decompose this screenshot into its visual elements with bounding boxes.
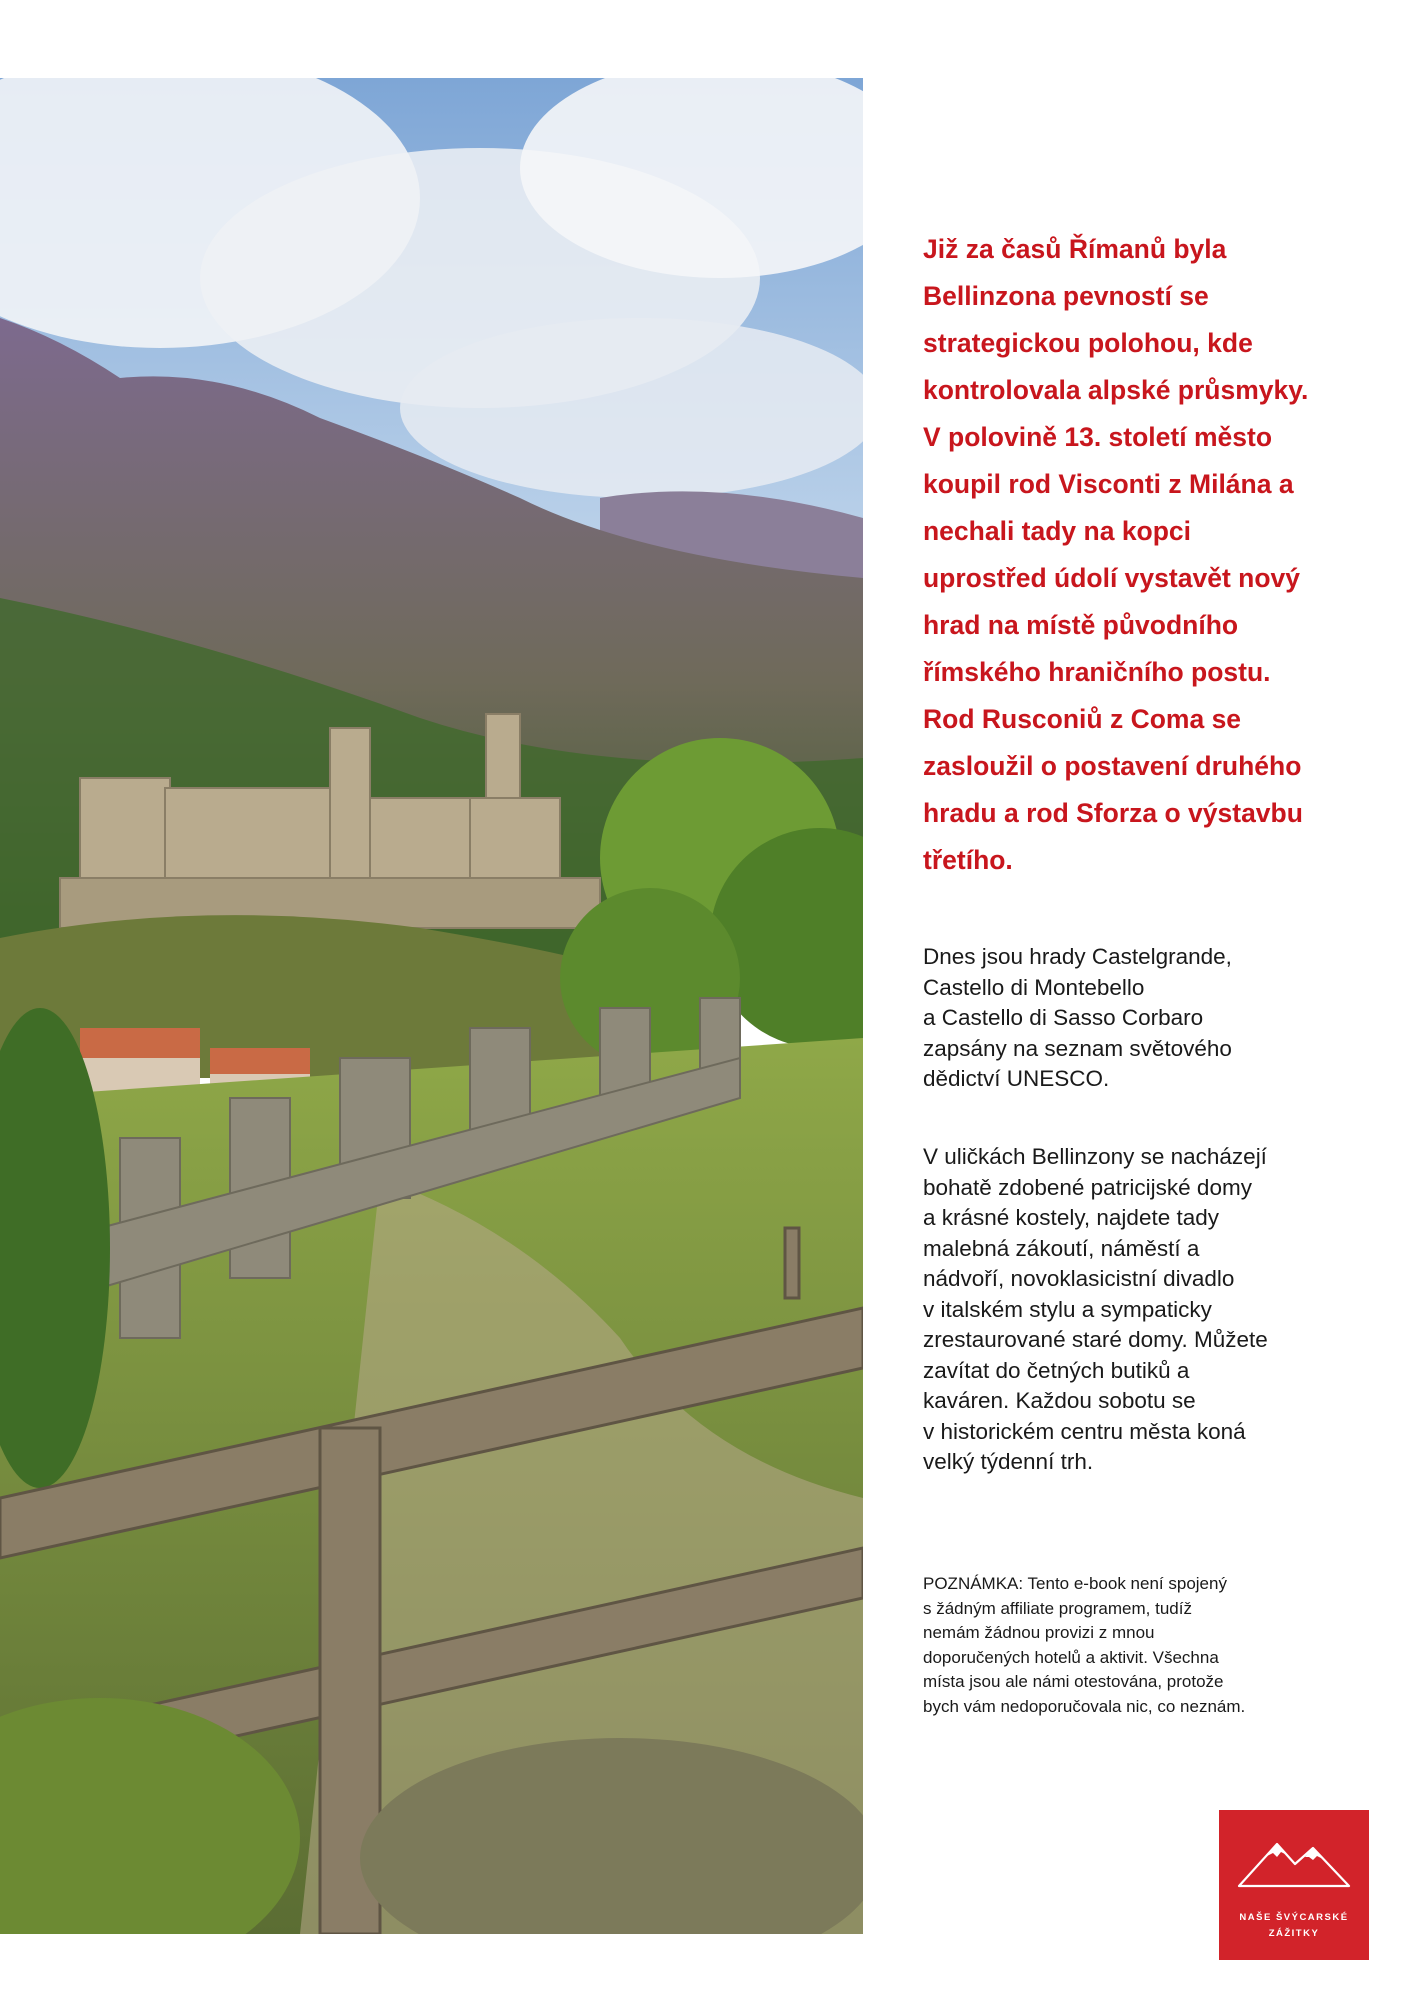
- text-line: V uličkách Bellinzony se nacházejí: [923, 1144, 1267, 1169]
- note-line: bych vám nedoporučovala nic, co neznám.: [923, 1696, 1246, 1716]
- text-line: a Castello di Sasso Corbaro: [923, 1005, 1204, 1030]
- logo-line2: ZÁŽITKY: [1268, 1928, 1320, 1939]
- text-line: kaváren. Každou sobotu se: [923, 1388, 1196, 1413]
- lead-line: Rod Rusconiů z Coma se: [923, 704, 1242, 734]
- lead-line: V polovině 13. století město: [923, 422, 1273, 452]
- lead-paragraph: [923, 226, 1353, 884]
- text-line: v italském stylu a sympaticky: [923, 1296, 1212, 1322]
- text-line: zavítat do četných butiků a: [923, 1357, 1190, 1383]
- town-paragraph: [923, 1142, 1363, 1478]
- affiliate-note: [923, 1572, 1363, 1719]
- text-line: a krásné kostely, najdete tady: [923, 1205, 1220, 1230]
- lead-line: Bellinzona pevností se: [923, 281, 1209, 311]
- lead-line: koupil rod Visconti z Milána a: [923, 469, 1294, 499]
- note-line: s žádným affiliate programem, tudíž: [923, 1598, 1192, 1618]
- note-line: nemám žádnou provizi z mnou: [923, 1623, 1155, 1642]
- lead-line: uprostřed údolí vystavět nový: [923, 563, 1300, 593]
- unesco-paragraph: [923, 942, 1363, 1095]
- lead-line: nechali tady na kopci: [923, 516, 1192, 546]
- lead-line: zasloužil o postavení druhého: [923, 751, 1302, 781]
- text-line: malebná zákoutí, náměstí a: [923, 1235, 1200, 1261]
- mountains-icon: [1237, 1830, 1351, 1890]
- castle-landscape-image: [0, 78, 863, 1934]
- text-line: Castello di Montebello: [923, 974, 1145, 1000]
- text-line: nádvoří, novoklasicistní divadlo: [923, 1266, 1235, 1291]
- logo-line1: NAŠE ŠVÝCARSKÉ: [1239, 1912, 1349, 1923]
- lead-line: hradu a rod Sforza o výstavbu: [923, 798, 1303, 828]
- text-line: dědictví UNESCO.: [923, 1066, 1110, 1091]
- lead-line: strategickou polohou, kde: [923, 328, 1253, 358]
- text-line: zapsány na seznam světového: [923, 1035, 1232, 1061]
- lead-line: římského hraničního postu.: [923, 657, 1271, 687]
- note-line: POZNÁMKA: Tento e-book není spojený: [923, 1574, 1227, 1593]
- brand-logo: [1219, 1810, 1369, 1960]
- text-line: bohatě zdobené patricijské domy: [923, 1174, 1252, 1200]
- note-line: místa jsou ale námi otestována, protože: [923, 1672, 1224, 1691]
- lead-line: třetího.: [923, 845, 1013, 875]
- lead-line: hrad na místě původního: [923, 610, 1239, 640]
- text-line: Dnes jsou hrady Castelgrande,: [923, 944, 1232, 969]
- lead-line: kontrolovala alpské průsmyky.: [923, 375, 1309, 405]
- text-line: velký týdenní trh.: [923, 1449, 1094, 1474]
- text-line: v historickém centru města koná: [923, 1418, 1246, 1444]
- lead-line: Již za časů Římanů byla: [923, 234, 1227, 264]
- text-line: zrestaurované staré domy. Můžete: [923, 1327, 1268, 1352]
- note-line: doporučených hotelů a aktivit. Všechna: [923, 1647, 1219, 1667]
- hero-photo: [0, 78, 863, 1934]
